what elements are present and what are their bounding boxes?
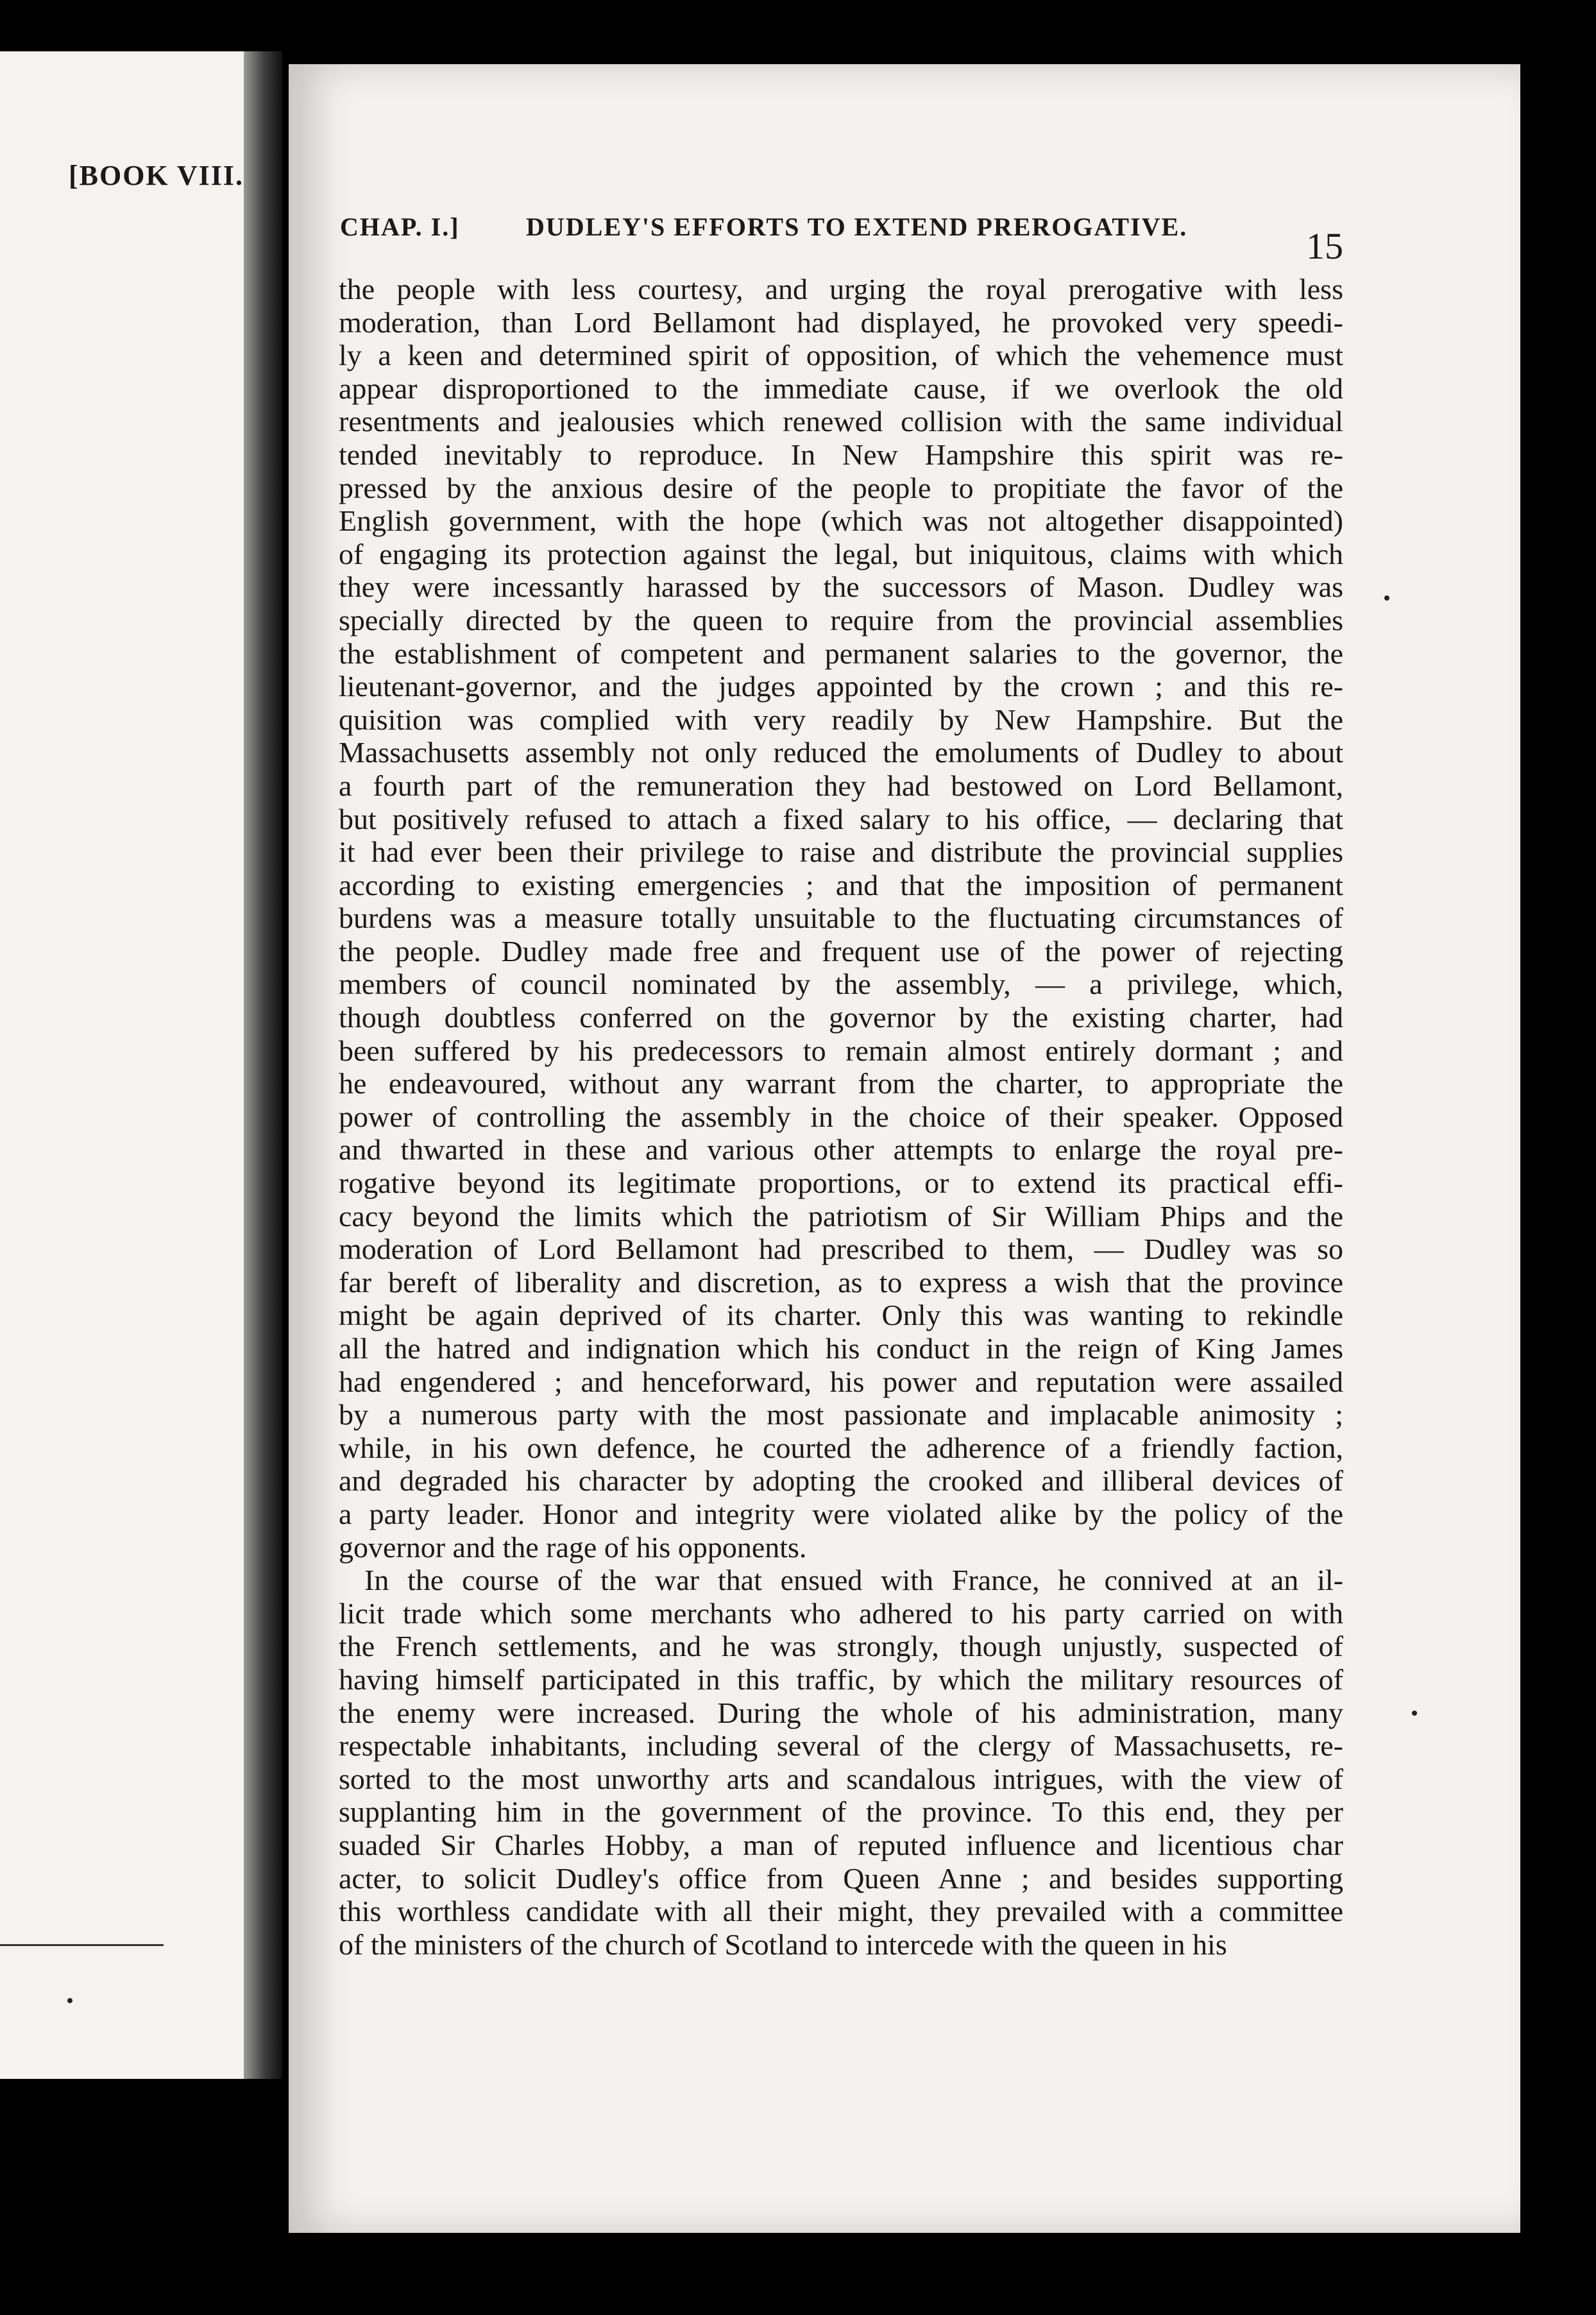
body-line: been suffered by his predecessors to remain almost entirely dormant ; and — [339, 1034, 1343, 1067]
left-page-rule — [0, 1944, 164, 1946]
running-head-chapter: CHAP. I.] — [340, 212, 460, 241]
body-line: the people with less courtesy, and urging the royal prerogative with less — [339, 273, 1343, 305]
body-line: might be again deprived of its charter. Only this was wanting to rekindle — [339, 1299, 1343, 1332]
body-line: tended inevitably to reproduce. In New Hampshire this spirit was re- — [339, 438, 1343, 471]
body-line: appear disproportioned to the immediate cause, if we overlook the old — [339, 372, 1343, 405]
body-line: and degraded his character by adopting the crooked and illiberal devices of — [339, 1464, 1343, 1498]
body-line: suaded Sir Charles Hobby, a man of reputed influence and licentious char — [339, 1828, 1343, 1861]
body-line: ly a keen and determined spirit of opposition, of which the vehemence must — [339, 339, 1343, 372]
body-line: specially directed by the queen to require from the provincial assemblies — [339, 603, 1343, 636]
body-line: In the course of the war that ensued with France, he connived at an il- — [364, 1564, 1343, 1597]
book-gutter — [244, 51, 282, 2079]
body-line: moderation, than Lord Bellamont had displayed, he provoked very speedi- — [339, 305, 1343, 339]
print-speck — [67, 1998, 72, 2003]
body-line: they were incessantly harassed by the successors of Mason. Dudley was — [339, 570, 1343, 604]
body-line: but positively refused to attach a fixed salary to his office, — declaring that — [339, 802, 1343, 835]
body-line: the French settlements, and he was strongly, though unjustly, suspected of — [339, 1630, 1343, 1663]
running-head-title: DUDLEY'S EFFORTS TO EXTEND PREROGATIVE. — [526, 212, 1188, 241]
print-speck — [1412, 1711, 1417, 1716]
body-line: of the ministers of the church of Scotland to intercede with the queen in his — [339, 1927, 1227, 1961]
body-line: power of controlling the assembly in the choice of their speaker. Opposed — [339, 1100, 1343, 1133]
body-line: English government, with the hope (which was not altogether disappointed) — [339, 504, 1343, 538]
body-line: members of council nominated by the assembly, — a privilege, which, — [339, 968, 1343, 1001]
body-line: all the hatred and indignation which his conduct in the reign of King James — [339, 1332, 1343, 1365]
body-line: a fourth part of the remuneration they had bestowed on Lord Bellamont, — [339, 769, 1343, 802]
body-line: quisition was complied with very readily by New Hampshire. But the — [339, 703, 1343, 736]
print-speck — [1384, 595, 1389, 601]
body-line: lieutenant-governor, and the judges appointed by the crown ; and this re- — [339, 670, 1343, 703]
body-line: of engaging its protection against the legal, but iniquitous, claims with which — [339, 537, 1343, 570]
body-line: supplanting him in the government of the province. To this end, they per — [339, 1795, 1343, 1829]
body-line: respectable inhabitants, including several of the clergy of Massachusetts, re- — [339, 1729, 1343, 1763]
body-line: it had ever been their privilege to raise and distribute the provincial supplies — [339, 835, 1343, 869]
body-line: the enemy were increased. During the whole of his administration, many — [339, 1696, 1343, 1729]
body-line: had engendered ; and henceforward, his power and reputation were assailed — [339, 1365, 1343, 1398]
body-line: governor and the rage of his opponents. — [339, 1530, 807, 1564]
body-line: licit trade which some merchants who adhered to his party carried on with — [339, 1596, 1343, 1630]
body-line: while, in his own defence, he courted the adherence of a friendly faction, — [339, 1431, 1343, 1464]
body-line: rogative beyond its legitimate proportions, or to extend its practical effi- — [339, 1166, 1343, 1200]
body-line: according to existing emergencies ; and that the imposition of permanent — [339, 868, 1343, 901]
body-line: sorted to the most unworthy arts and scandalous intrigues, with the view of — [339, 1762, 1343, 1795]
left-page-header: [BOOK VIII. — [68, 160, 244, 191]
body-line: he endeavoured, without any warrant from the charter, to appropriate the — [339, 1067, 1343, 1100]
body-line: this worthless candidate with all their might, they prevailed with a committee — [339, 1895, 1343, 1928]
page-number: 15 — [1306, 225, 1343, 267]
body-line: burdens was a measure totally unsuitable to the fluctuating circumstances of — [339, 901, 1343, 935]
body-line: though doubtless conferred on the governor by the existing charter, had — [339, 1001, 1343, 1034]
body-line: far bereft of liberality and discretion, as to express a wish that the province — [339, 1265, 1343, 1299]
body-line: moderation of Lord Bellamont had prescribed to them, — Dudley was so — [339, 1233, 1343, 1266]
body-line: and thwarted in these and various other attempts to enlarge the royal pre- — [339, 1133, 1343, 1166]
body-line: a party leader. Honor and integrity were violated alike by the policy of the — [339, 1497, 1343, 1530]
body-text — [339, 273, 1343, 1961]
body-line: cacy beyond the limits which the patriotism of Sir William Phips and the — [339, 1199, 1343, 1233]
body-line: acter, to solicit Dudley's office from Queen Anne ; and besides supporting — [339, 1861, 1343, 1895]
body-line: resentments and jealousies which renewed collision with the same individual — [339, 405, 1343, 438]
body-line: Massachusetts assembly not only reduced the emoluments of Dudley to about — [339, 736, 1343, 769]
body-line: having himself participated in this traffic, by which the military resources of — [339, 1662, 1343, 1696]
body-line: by a numerous party with the most passionate and implacable animosity ; — [339, 1398, 1343, 1431]
body-line: the people. Dudley made free and frequent use of the power of rejecting — [339, 934, 1343, 968]
body-line: the establishment of competent and permanent salaries to the governor, the — [339, 636, 1343, 670]
body-line: pressed by the anxious desire of the people to propitiate the favor of the — [339, 471, 1343, 504]
left-page — [0, 51, 257, 2079]
